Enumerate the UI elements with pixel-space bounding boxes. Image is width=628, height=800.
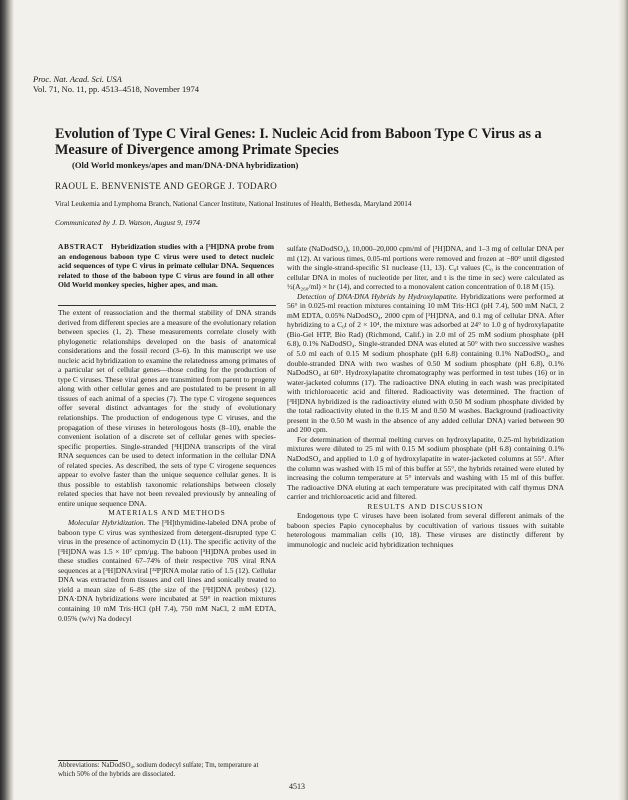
abstract-text: Hybridization studies with a [³H]DNA probe from an endogenous baboon type C virus were used to detect nucleic acid sequences of type C virus in primate cellular DNA. Sequences related to those of the baboon type C virus are found in all other Old World monkey species, higher apes, and man.	[58, 242, 274, 289]
molecular-hybridization-text: The [³H]thymidine-labeled DNA probe of baboon type C virus was synthesized from detergent-disrupted type C virus in the presence of actinomycin D (11). The specific activity of the [³H]DNA was 1.5 × 10⁷ cpm/μg. The baboon [³H]DNA probes used in these studies contained 67–74% of their respective 70S viral RNA sequences at a [³H]DNA:viral [³²P]RNA molar ratio of 1.5 (12). Cellular DNA was extracted from tissues and cell lines and sonically treated to yield a mean size of 6–8S (the size of the [³H]DNA probes) (12). DNA·DNA hybridizations were incubated at 59° in reaction mixtures containing 10 mM Tris·HCl (pH 7.4), 750 mM NaCl, 2 mM EDTA, 0.05% (w/v) Na dodecyl	[58, 518, 276, 623]
abbreviations-text: Abbreviations: NaDodSO₄, sodium dodecyl sulfate; Tm, temperature at which 50% of the hybrids are dissociated.	[58, 761, 259, 778]
abstract-rule	[58, 305, 276, 306]
communicated-by: Communicated by J. D. Watson, August 9, 1974	[55, 218, 200, 227]
paper-subtitle: (Old World monkeys/apes and man/DNA·DNA hybridization)	[72, 160, 299, 170]
section-heading-methods: MATERIALS AND METHODS	[108, 508, 226, 518]
right-column	[287, 244, 564, 550]
detection-lead: Detection of DNA·DNA Hybrids by Hydroxylapatite.	[297, 291, 459, 301]
section-heading-results: RESULTS AND DISCUSSION	[367, 501, 484, 511]
page-number: 4513	[289, 782, 305, 791]
thermal-melting-paragraph: For determination of thermal melting curves on hydroxylapatite, 0.25-ml hybridization mixtures were diluted to 25 ml with 0.15 M sodium phosphate (pH 6.8) containing 0.1% NaDodSO₄ and applied to 1.0 g of hydroxylapatite in water-jacketed columns at 55°. After the column was washed with 15 ml of this buffer at 55°, the hybrids retained were eluted by increasing the column temperature at 5° intervals and washing with 15 ml of this buffer. The radioactive DNA eluting at each temperature was precipitated with calf thymus DNA carrier and trichloroacetic acid and filtered.	[287, 434, 564, 502]
molecular-hybridization-paragraph	[58, 518, 276, 623]
left-column	[58, 308, 276, 623]
detection-text: Hybridizations were performed at 56° in 0.025-ml reaction mixtures containing 10 mM Tris·HCl (pH 7.4), 500 mM NaCl, 2 mM EDTA, 0.05% NaDodSO₄, 2000 cpm of [³H]DNA, and 0.1 mg of cellular DNA. After hybridizing to a C₀t of 2 × 10⁴, the mixture was adsorbed at 24° to 1.0 g of hydroxylapatite (Bio-Gel HTP, Bio Rad) (Richmond, Calif.) in 2.0 ml of 25 mM sodium phosphate (pH 6.8), 0.1% NaDodSO₄. Single-stranded DNA was eluted at 50° with two successive washes of 5.0 ml each of 0.15 M sodium phosphate (pH 6.8) containing 0.1% NaDodSO₄, and double-stranded DNA with two washes of 0.50 M sodium phosphate (pH 6.8), 0.1% NaDodSO₄ at 60°. Hydroxylapatite chromatography was performed in test tubes (16) or in water-jacketed columns (17). The radioactive DNA eluting in each wash was precipitated with trichloroacetic acid and filtered. Radioactivity was determined. The fraction of [³H]DNA hybridized is the radioactivity eluted with 0.50 M sodium phosphate divided by the total radioactivity eluted in the 0.15 M and 0.50 M washes. Background (radioactivity present in the 0.50 M wash in the absence of any added cellular DNA) varied between 90 and 200 cpm.	[287, 291, 565, 435]
detection-paragraph	[287, 292, 564, 435]
scan-left-shadow	[0, 0, 14, 800]
scan-right-edge	[618, 0, 628, 800]
intro-paragraph: The extent of reassociation and the thermal stability of DNA strands derived from different species are a measure of the evolutionary relation between species (1, 2). These measurements correlate closely with phylogenetic relationships developed on the basis of anatomical considerations and the fossil record (3–6). In this manuscript we use nucleic acid hybridization to examine the relatedness among primates of a particular set of cellular genes—those coding for the production of type C viruses. These viral genes are transmitted from parent to progeny along with other cellular genes and are postulated to be present in all tissues of each animal of a species (7). The type C virogene sequences offer several distinct advantages for the study of evolutionary relationships. The production of endogenous type C viruses, and the propagation of these viruses in heterologous hosts (8–10), enable the convenient isolation of a discrete set of cellular genes with species-specific properties. Single-stranded [³H]DNA transcripts of the viral RNA sequences can be used to detect information in the cellular DNA of related species. As described, the sets of type C virogene sequences appear to evolve faster than the unique sequence cellular genes. It is thus possible to establish taxonomic relationships between closely related species that have not been revealed previously by annealing of entire unique sequence DNA.	[58, 308, 276, 508]
journal-name: Proc. Nat. Acad. Sci. USA	[33, 74, 122, 84]
molecular-hybridization-lead: Molecular Hybridization.	[68, 518, 146, 528]
abstract	[58, 242, 274, 290]
abstract-label: ABSTRACT	[58, 242, 104, 251]
paper-title: Evolution of Type C Viral Genes: I. Nucleic Acid from Baboon Type C Virus as a Measure of Divergence among Primate Species	[55, 126, 542, 158]
results-paragraph: Endogenous type C viruses have been isolated from several different animals of the baboon species Papio cynocephalus by cocultivation of various tissues with suitable heterologous mammalian cells (10, 18). These viruses are distinctly different by immunologic and nucleic acid hybridization techniques	[287, 511, 564, 549]
journal-volume: Vol. 71, No. 11, pp. 4513–4518, November 1974	[33, 84, 199, 94]
hybridization-continued-paragraph: sulfate (NaDodSO₄), 10,000–20,000 cpm/ml of [³H]DNA, and 1–3 mg of cellular DNA per ml (12). At various times, 0.05-ml portions were removed and frozen at −80° until digested with the single-strand-specific S1 nuclease (11, 13). C₀t values (C₀ is the concentration of cellular DNA in moles of nucleotide per liter, and t is the time in sec) were calculated as ½(A₂₆₀/ml) × hr (14), and corrected to a monovalent cation concentration of 0.18 M (15).	[287, 244, 564, 292]
paper-affiliation: Viral Leukemia and Lymphoma Branch, National Cancer Institute, National Institutes of Health, Bethesda, Maryland 20014	[55, 200, 412, 208]
journal-citation	[33, 74, 199, 94]
footnote	[58, 756, 276, 779]
paper-authors: RAOUL E. BENVENISTE AND GEORGE J. TODARO	[55, 181, 278, 191]
